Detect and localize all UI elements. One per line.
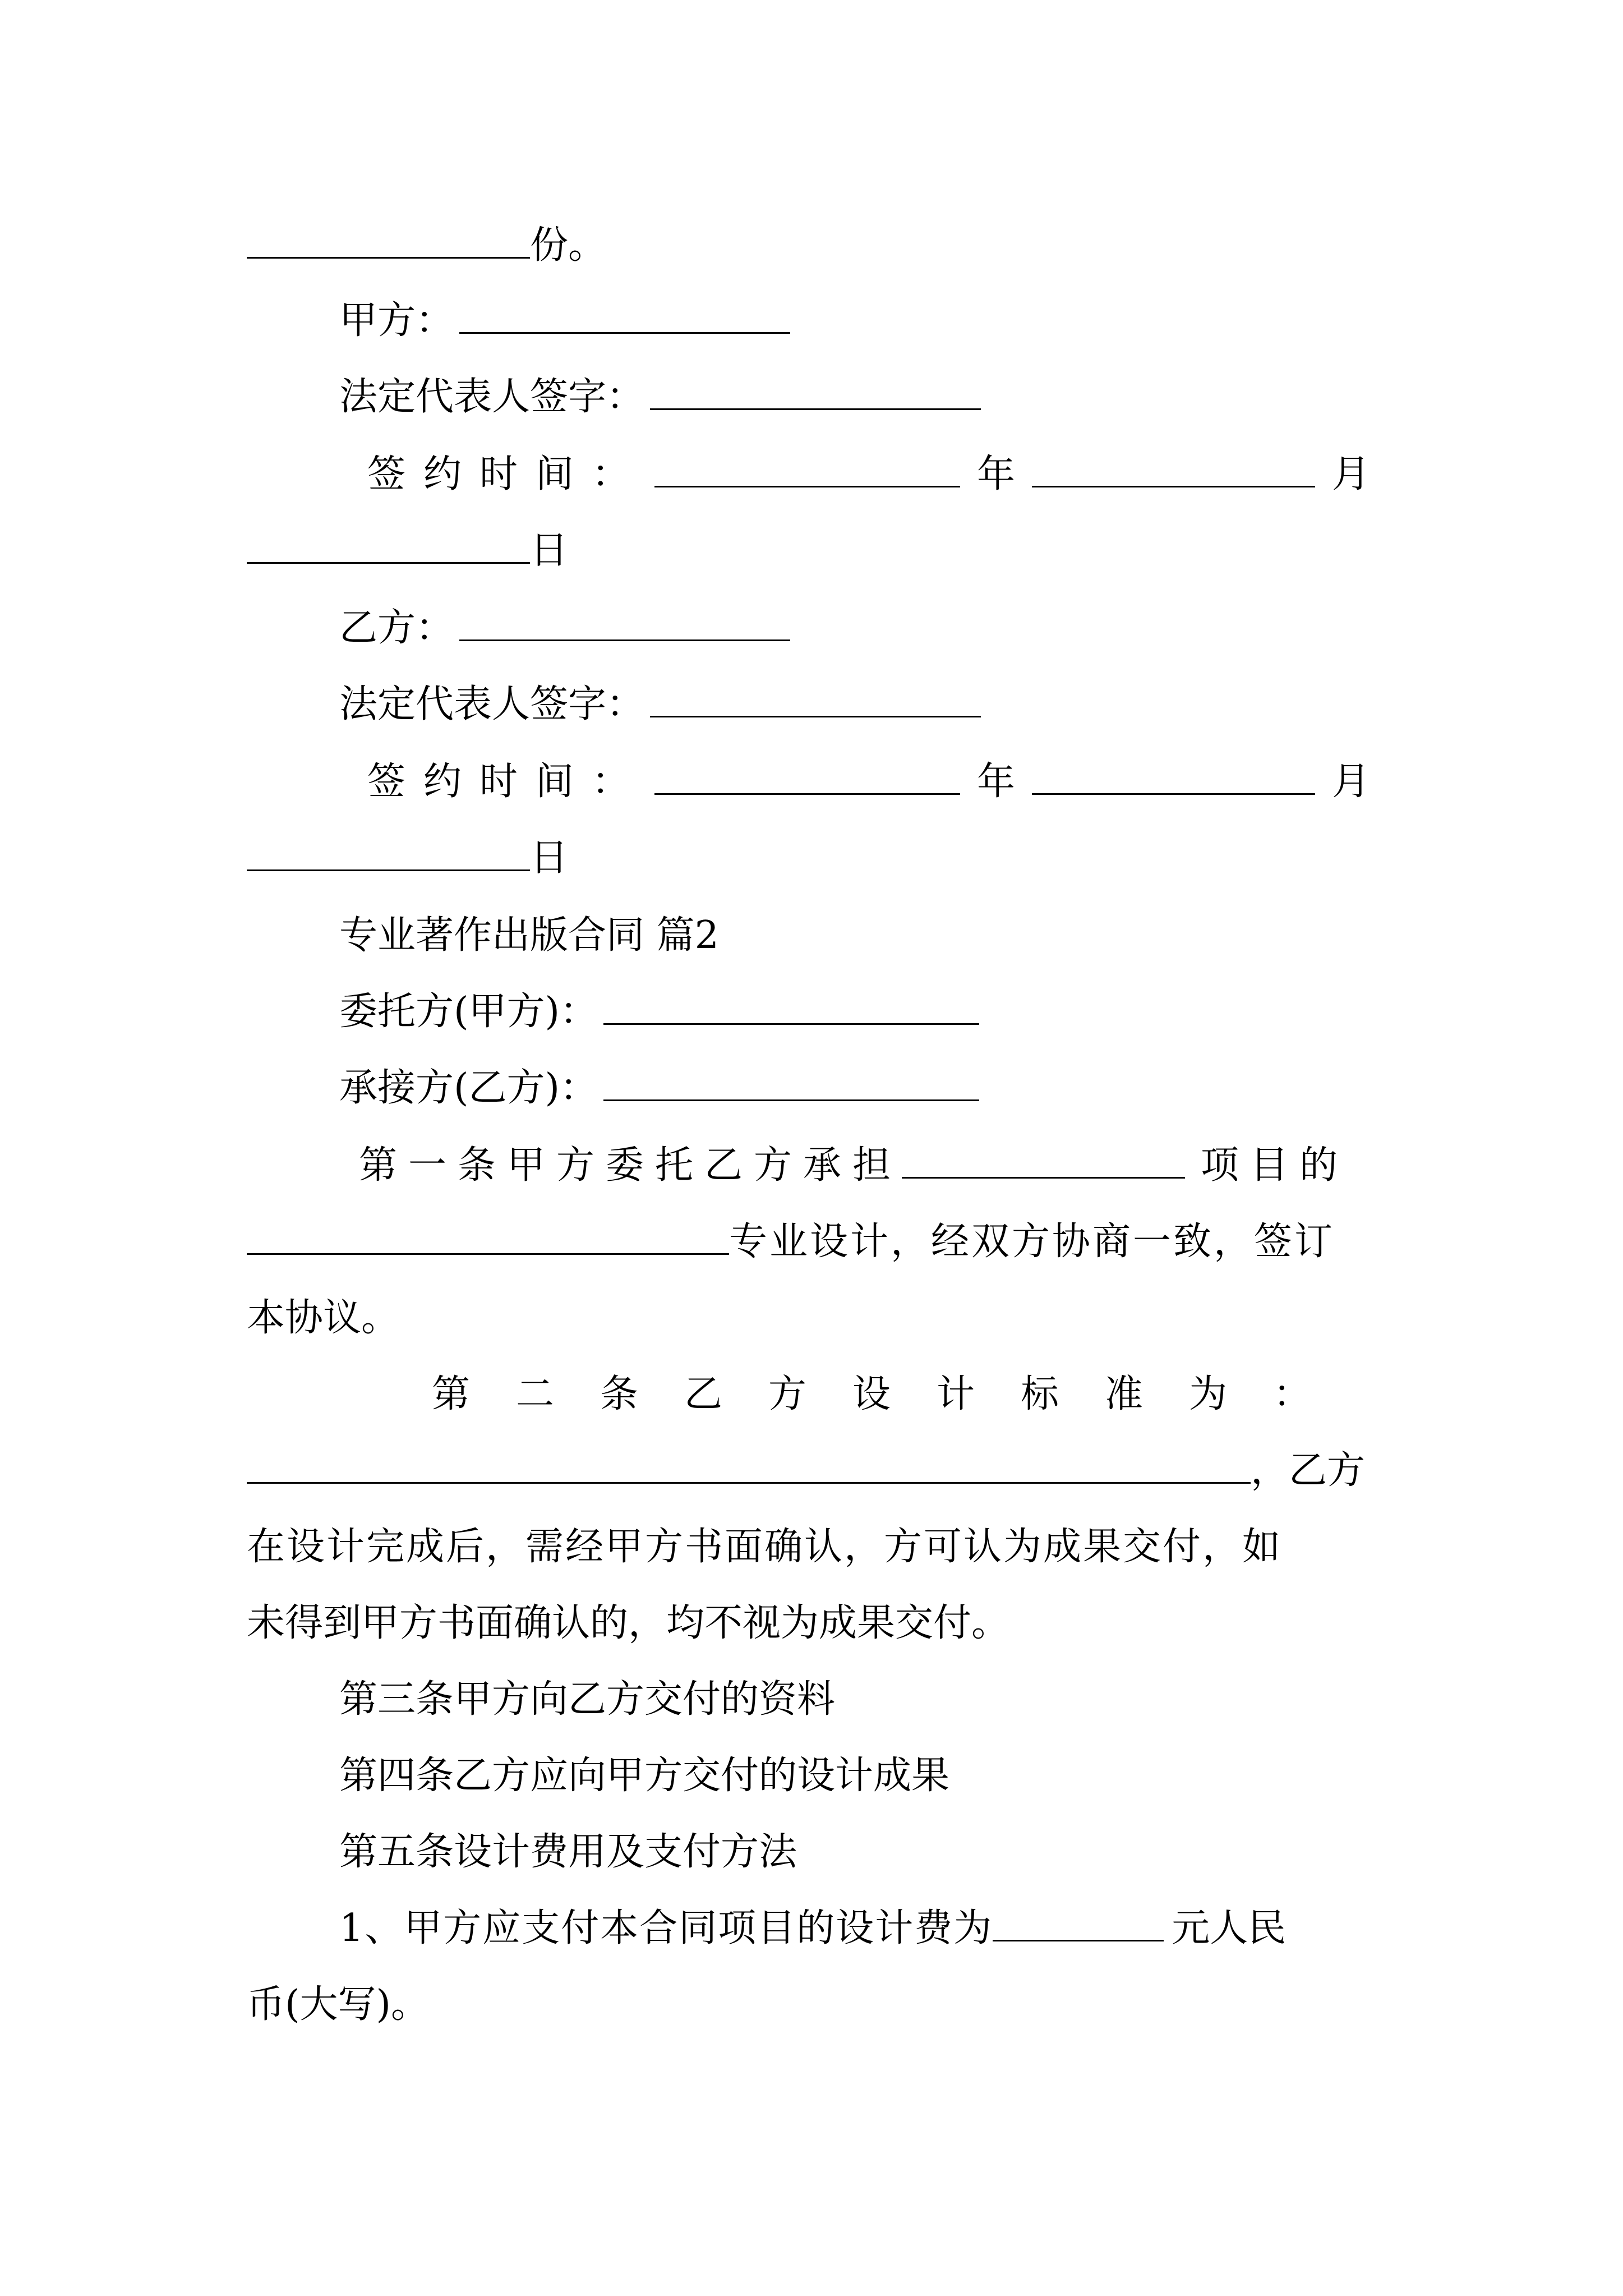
article1-line3 (247, 1296, 399, 1341)
client-line (339, 990, 979, 1034)
sign-time-b-month-blank (1032, 765, 1315, 795)
contract-title (339, 913, 719, 958)
article1-text-d: 本协议。 (247, 1296, 400, 1340)
sign-time-a-day-blank (247, 534, 530, 564)
copies-suffix: 份。 (530, 223, 607, 268)
article2-line1 (432, 1372, 1357, 1417)
sign-time-b-line (367, 760, 1370, 804)
sign-time-a-line (367, 452, 1370, 497)
article1-spec-blank (247, 1225, 729, 1255)
party-b-blank (459, 611, 790, 641)
legal-rep-a-line (339, 375, 981, 420)
article2-line2 (247, 1448, 1365, 1493)
party-b-label: 乙方： (339, 606, 454, 650)
contractor-blank (603, 1071, 979, 1101)
article2-line3 (247, 1525, 1282, 1570)
party-b-line (339, 606, 790, 651)
item1-text-b: 元人民 (1172, 1906, 1287, 1950)
party-a-blank (459, 304, 790, 334)
sign-time-a-year: 年 (977, 452, 1016, 496)
contract-title-text: 专业著作出版合同 篇2 (339, 913, 719, 958)
sign-time-b-year: 年 (977, 760, 1016, 804)
article1-project-blank (902, 1149, 1185, 1179)
client-label: 委托方(甲方)： (339, 990, 598, 1034)
article2-line4 (247, 1601, 1009, 1646)
sign-time-a-month: 月 (1332, 452, 1371, 496)
article2-text-d: 未得到甲方书面确认的，均不视为成果交付。 (247, 1601, 1010, 1645)
article1-text-b: 项目的 (1201, 1143, 1349, 1188)
article5-text: 第五条设计费用及支付方法 (339, 1830, 797, 1874)
item1-line2 (247, 1982, 429, 2027)
party-a-line (339, 298, 790, 343)
sign-time-b-day: 日 (530, 836, 569, 880)
article4-text: 第四条乙方应向甲方交付的设计成果 (339, 1754, 950, 1798)
sign-time-a-label: 签约时间： (367, 452, 648, 496)
legal-rep-b-line (339, 682, 981, 727)
sign-time-a-day: 日 (530, 528, 569, 573)
sign-time-a-year-blank (654, 458, 960, 487)
sign-time-b-label: 签约时间： (367, 760, 648, 804)
article2-standard-blank (247, 1454, 1251, 1484)
article1-text-c: 专业设计，经双方协商一致，签订 (729, 1220, 1335, 1264)
legal-rep-a-blank (650, 380, 981, 410)
copies-blank (247, 229, 530, 259)
article1-line1 (359, 1143, 1349, 1188)
item1-text-c: 币(大写)。 (247, 1982, 430, 2027)
article3-text: 第三条甲方向乙方交付的资料 (339, 1677, 836, 1722)
item1-line1 (339, 1906, 1286, 1951)
article2-text-c: 在设计完成后，需经甲方书面确认，方可认为成果交付，如 (247, 1525, 1283, 1569)
article5-line (339, 1830, 797, 1875)
sign-time-b-day-line (247, 836, 568, 881)
copies-line (247, 223, 606, 268)
article1-line2 (247, 1220, 1335, 1264)
legal-rep-b-blank (650, 688, 981, 717)
legal-rep-a-label: 法定代表人签字： (339, 375, 645, 419)
contractor-label: 承接方(乙方)： (339, 1066, 598, 1110)
sign-time-b-month: 月 (1332, 760, 1371, 804)
article3-line (339, 1677, 835, 1722)
sign-time-a-month-blank (1032, 458, 1315, 487)
article4-line (339, 1754, 949, 1798)
legal-rep-b-label: 法定代表人签字： (339, 682, 645, 726)
item1-fee-blank (993, 1912, 1164, 1941)
sign-time-b-year-blank (654, 765, 960, 795)
article2-text-b: ，乙方 (1251, 1448, 1366, 1493)
article2-text-a: 第二条乙方设计标准为： (432, 1372, 1358, 1416)
sign-time-a-day-line (247, 528, 568, 573)
party-a-label: 甲方： (339, 298, 454, 343)
contractor-line (339, 1066, 979, 1111)
client-blank (603, 995, 979, 1025)
sign-time-b-day-blank (247, 841, 530, 871)
item1-text-a: 1、甲方应支付本合同项目的设计费为 (339, 1906, 993, 1950)
article1-text-a: 第一条甲方委托乙方承担 (359, 1143, 902, 1188)
